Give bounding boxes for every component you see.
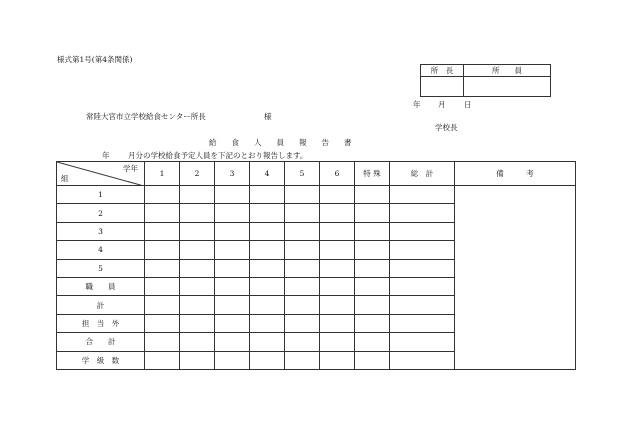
entry-cell[interactable] bbox=[145, 314, 180, 332]
column-header: 1 bbox=[145, 162, 180, 186]
entry-cell[interactable] bbox=[285, 351, 320, 369]
entry-cell[interactable] bbox=[250, 314, 285, 332]
column-header: 総 計 bbox=[390, 162, 455, 186]
row-label: 学 級 数 bbox=[57, 351, 145, 369]
entry-cell[interactable] bbox=[180, 314, 215, 332]
entry-cell[interactable] bbox=[180, 351, 215, 369]
entry-cell[interactable] bbox=[285, 241, 320, 259]
row-label: 4 bbox=[57, 241, 145, 259]
column-header-remarks: 備 考 bbox=[455, 162, 576, 186]
corner-grade-label: 学年 bbox=[123, 164, 138, 173]
report-subtitle: 月分の学校給食予定人員を下記のとおり報告します。 bbox=[128, 151, 308, 160]
entry-cell[interactable] bbox=[285, 296, 320, 314]
entry-cell[interactable] bbox=[180, 222, 215, 240]
entry-cell[interactable] bbox=[320, 333, 355, 351]
entry-cell[interactable] bbox=[180, 259, 215, 277]
addressee: 常陸大宮市立学校給食センター所長 bbox=[86, 112, 206, 121]
entry-cell[interactable] bbox=[320, 259, 355, 277]
entry-cell[interactable] bbox=[215, 186, 250, 204]
entry-cell[interactable] bbox=[250, 222, 285, 240]
approval-staff-label: 所 員 bbox=[464, 65, 551, 77]
entry-cell[interactable] bbox=[250, 296, 285, 314]
entry-cell[interactable] bbox=[355, 186, 390, 204]
entry-cell[interactable] bbox=[215, 333, 250, 351]
entry-cell[interactable] bbox=[390, 186, 455, 204]
entry-cell[interactable] bbox=[145, 222, 180, 240]
entry-cell[interactable] bbox=[250, 333, 285, 351]
entry-cell[interactable] bbox=[215, 259, 250, 277]
row-label: 3 bbox=[57, 222, 145, 240]
entry-cell[interactable] bbox=[390, 222, 455, 240]
entry-cell[interactable] bbox=[215, 222, 250, 240]
table-row bbox=[57, 186, 576, 204]
entry-cell[interactable] bbox=[285, 259, 320, 277]
entry-cell[interactable] bbox=[250, 351, 285, 369]
entry-cell[interactable] bbox=[285, 333, 320, 351]
column-header: 特 殊 bbox=[355, 162, 390, 186]
column-header: 3 bbox=[215, 162, 250, 186]
subtitle-year: 年 bbox=[102, 151, 110, 160]
entry-cell[interactable] bbox=[145, 333, 180, 351]
entry-cell[interactable] bbox=[355, 277, 390, 295]
row-label: 計 bbox=[57, 296, 145, 314]
form-number: 様式第1号(第4条関係) bbox=[57, 55, 133, 64]
entry-cell[interactable] bbox=[320, 222, 355, 240]
entry-cell[interactable] bbox=[145, 259, 180, 277]
entry-cell[interactable] bbox=[320, 186, 355, 204]
corner-cell bbox=[57, 162, 145, 186]
corner-class-label: 組 bbox=[61, 173, 69, 183]
header-row bbox=[57, 162, 576, 186]
entry-cell[interactable] bbox=[285, 222, 320, 240]
row-label: 1 bbox=[57, 186, 145, 204]
approval-staff-stamp[interactable] bbox=[464, 77, 551, 97]
entry-cell[interactable] bbox=[320, 296, 355, 314]
remarks-cell[interactable] bbox=[455, 186, 576, 370]
entry-cell[interactable] bbox=[390, 277, 455, 295]
entry-cell[interactable] bbox=[320, 351, 355, 369]
entry-cell[interactable] bbox=[215, 204, 250, 222]
entry-cell[interactable] bbox=[390, 241, 455, 259]
entry-cell[interactable] bbox=[355, 222, 390, 240]
entry-cell[interactable] bbox=[285, 277, 320, 295]
date-day: 日 bbox=[464, 100, 472, 109]
date-month: 月 bbox=[438, 100, 446, 109]
entry-cell[interactable] bbox=[355, 314, 390, 332]
entry-cell[interactable] bbox=[145, 296, 180, 314]
approval-head-label: 所 長 bbox=[421, 65, 464, 77]
entry-cell[interactable] bbox=[390, 259, 455, 277]
entry-cell[interactable] bbox=[250, 259, 285, 277]
entry-cell[interactable] bbox=[215, 296, 250, 314]
attendance-table bbox=[56, 161, 576, 370]
entry-cell[interactable] bbox=[180, 186, 215, 204]
entry-cell[interactable] bbox=[285, 314, 320, 332]
column-header: 4 bbox=[250, 162, 285, 186]
entry-cell[interactable] bbox=[215, 241, 250, 259]
approval-head-stamp[interactable] bbox=[421, 77, 464, 97]
entry-cell[interactable] bbox=[355, 351, 390, 369]
column-header: 5 bbox=[285, 162, 320, 186]
column-header: 6 bbox=[320, 162, 355, 186]
entry-cell[interactable] bbox=[320, 277, 355, 295]
date-year: 年 bbox=[413, 100, 421, 109]
entry-cell[interactable] bbox=[215, 351, 250, 369]
entry-cell[interactable] bbox=[145, 351, 180, 369]
row-label: 5 bbox=[57, 259, 145, 277]
entry-cell[interactable] bbox=[180, 204, 215, 222]
entry-cell[interactable] bbox=[285, 204, 320, 222]
document-title: 給 食 人 員 報 告 書 bbox=[209, 138, 352, 147]
entry-cell[interactable] bbox=[145, 186, 180, 204]
entry-cell[interactable] bbox=[355, 333, 390, 351]
entry-cell[interactable] bbox=[355, 296, 390, 314]
entry-cell[interactable] bbox=[320, 241, 355, 259]
entry-cell[interactable] bbox=[320, 204, 355, 222]
entry-cell[interactable] bbox=[355, 204, 390, 222]
entry-cell[interactable] bbox=[145, 241, 180, 259]
entry-cell[interactable] bbox=[180, 333, 215, 351]
row-label: 合 計 bbox=[57, 333, 145, 351]
entry-cell[interactable] bbox=[145, 277, 180, 295]
entry-cell[interactable] bbox=[250, 186, 285, 204]
entry-cell[interactable] bbox=[180, 277, 215, 295]
entry-cell[interactable] bbox=[285, 186, 320, 204]
entry-cell[interactable] bbox=[250, 241, 285, 259]
row-label: 2 bbox=[57, 204, 145, 222]
entry-cell[interactable] bbox=[390, 351, 455, 369]
entry-cell[interactable] bbox=[390, 296, 455, 314]
entry-cell[interactable] bbox=[250, 204, 285, 222]
entry-cell[interactable] bbox=[180, 241, 215, 259]
entry-cell[interactable] bbox=[215, 277, 250, 295]
row-label: 職 員 bbox=[57, 277, 145, 295]
entry-cell[interactable] bbox=[250, 277, 285, 295]
column-header: 2 bbox=[180, 162, 215, 186]
entry-cell[interactable] bbox=[390, 204, 455, 222]
approval-box bbox=[420, 64, 551, 97]
entry-cell[interactable] bbox=[215, 314, 250, 332]
entry-cell[interactable] bbox=[320, 314, 355, 332]
entry-cell[interactable] bbox=[145, 204, 180, 222]
entry-cell[interactable] bbox=[355, 259, 390, 277]
entry-cell[interactable] bbox=[355, 241, 390, 259]
addressee-honorific: 様 bbox=[264, 112, 272, 121]
entry-cell[interactable] bbox=[180, 296, 215, 314]
principal-label: 学校長 bbox=[435, 123, 458, 132]
row-label: 担 当 外 bbox=[57, 314, 145, 332]
entry-cell[interactable] bbox=[390, 314, 455, 332]
entry-cell[interactable] bbox=[390, 333, 455, 351]
